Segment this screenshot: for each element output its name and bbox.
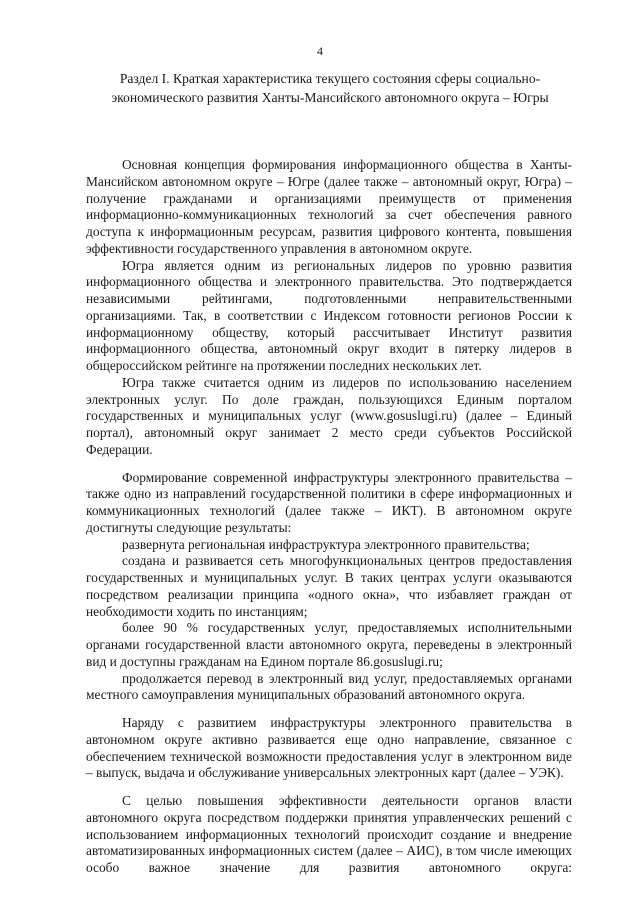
paragraph-regional-leader: Югра является одним из региональных лидеров по уровню развития информационного общества и электронного правительства. Это подтверждается независимыми рейтингами, подготовленными неправительственными организациями. Так, в соответствии с Индексом готовности регионов России к информационному обществу, который рассчитывает Институт развития информационного общества, автономный округ входит в пятерку лидеров в общероссийском рейтинге на протяжении последних нескольких лет. bbox=[86, 257, 572, 373]
paragraph-uek: Наряду с развитием инфраструктуры электронного правительства в автономном округе активно развивается еще одно направление, связанное с обеспечением технической возможности предоставления услуг в электронном виде – выпуск, выдача и обслуживание универсальных электронных карт (далее – УЭК). bbox=[86, 715, 572, 781]
paragraph-concept: Основная концепция формирования информационного общества в Ханты-Мансийском автономном округе – Югре (далее также – автономный округ, Югра) – получение гражданами и организациями преимуществ от применения информационно-коммуникационных технологий за счет обеспечения равного доступа к информационным ресурсам, развития цифрового контента, повышения эффективности государственного управления в автономном округе. bbox=[86, 157, 572, 256]
list-item-services-digital: более 90 % государственных услуг, предоставляемых исполнительными органами государственной власти автономного округа, переведены в электронный вид и доступны гражданам на Едином портале 86.gosuslugi.ru; bbox=[86, 620, 572, 669]
page-number: 4 bbox=[317, 44, 323, 58]
section-title: Раздел I. Краткая характеристика текущего состояния сферы социально-экономического развития Ханты-Мансийского автономного округа – Югры bbox=[111, 71, 549, 105]
paragraph-ais: С целью повышения эффективности деятельности органов власти автономного округа посредством поддержки принятия управленческих решений с использованием информационных технологий происходит создание и внедрение автоматизированных информационных систем (далее – АИС), в том числе имеющих особо важное значение для развития автономного округа: bbox=[86, 793, 572, 875]
list-item-mfc-network: создана и развивается сеть многофункциональных центров предоставления государственных и муниципальных услуг. В таких центрах услуги оказываются посредством реализации принципа «одного окна», что избавляет граждан от необходимости ходить по инстанциям; bbox=[86, 553, 572, 619]
paragraph-electronic-services: Югра также считается одним из лидеров по использованию населением электронных услуг. По доле граждан, пользующихся Единым порталом государственных и муниципальных услуг (www.gosuslugi.ru) (далее – Единый портал), автономный округ занимает 2 место среди субъектов Российской Федерации. bbox=[86, 374, 572, 457]
body-text bbox=[86, 157, 572, 877]
list-item-infrastructure-deployed: развернута региональная инфраструктура электронного правительства; bbox=[122, 536, 530, 552]
paragraph-infrastructure: Формирование современной инфраструктуры электронного правительства – также одно из направлений государственной политики в сфере информационных и коммуникационных технологий (далее также – ИКТ). В автономном округе достигнуты следующие результаты: bbox=[86, 469, 572, 535]
list-item-municipal-services: продолжается перевод в электронный вид услуг, предоставляемых органами местного самоуправления муниципальных образований автономного округа. bbox=[86, 670, 572, 703]
